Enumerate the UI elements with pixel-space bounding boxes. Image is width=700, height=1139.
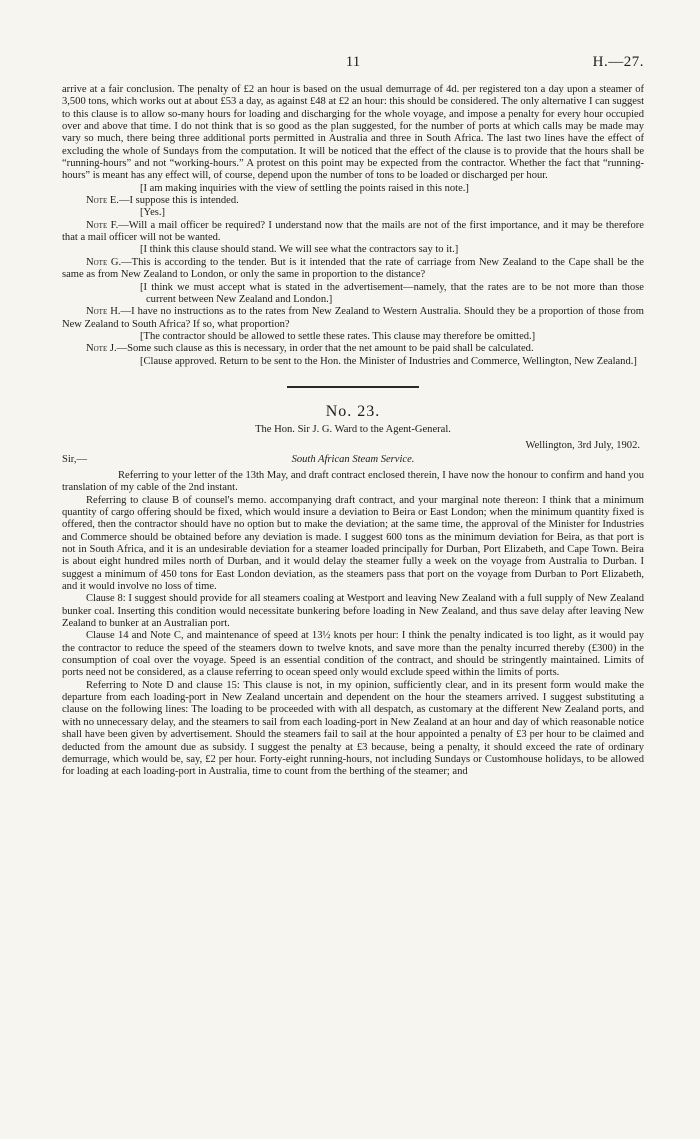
note-label: Note E.	[86, 195, 119, 207]
note-text: —I suppose this is intended.	[118, 195, 239, 207]
note-reply: [I am making inquiries with the view of settling the points raised in this note.]	[140, 182, 469, 194]
letter-paragraph: Clause 8: I suggest should provide for all steamers coaling at Westport and leaving New Zealand with a full supply of New Zealand bunker coal. Inserting this condition would necessitate bunkering before loading in New Zealand, and thus save delay after leaving New Zealand to bunker at an Australian port.	[62, 593, 644, 630]
note-reply: [Clause approved. Return to be sent to the Hon. the Minister of Industries and Commerce, Wellington, New Zealand.]	[140, 355, 637, 367]
letter-paragraph: Referring to Note D and clause 15: This clause is not, in my opinion, sufficiently clear, and in its present form would make the departure from each loading-port in New Zealand uncertain and dependent on the hour the steamers arrived. I suggest substituting a clause on the following lines: The loading to be proceeded with with all despatch, as customary at the different New Zealand ports, and with no unnecessary delay, and the steamers to sail from each loading-port in New Zealand at an hour and day of which reasonable notice shall have been given by advertisement. Should the steamers fail to sail at the hour appointed a penalty of £3 per hour to be claimed and deducted from the amount due as subsidy. I suggest the penalty at £3 because, being a penalty, it should exceed the rate of ordinary demurrage, which would be, say, £2 per hour. Forty-eight running-hours, not including Sundays or Customhouse holidays, to be allowed for loading at each loading-port in Australia, time to count from the berthing of the steamer; and	[62, 679, 644, 778]
salutation-line	[62, 454, 644, 468]
note-item	[62, 306, 644, 331]
note-item	[62, 343, 644, 355]
letter-paragraph: Referring to clause B of counsel's memo. accompanying draft contract, and your marginal note thereon: I think that a minimum quantity of cargo offering should be fixed, which would insure a deviation to Beira or East London; when the minimum quantity fixed is offered, then the contractor should have no option but to make the deviation; at the same time, the approval of the Minister for Industries and Commerce should be obtained before any deviation is made. I suggest 600 tons as the minimum deviation for Beira, as that port is not in South Africa, and it is an undesirable deviation for a steamer loaded principally for Durban, Port Elizabeth, and Cape Town. Beira is about eight hundred miles north of Durban, and it would delay the steamer fully a week on the voyage from Australia to Durban. I suggest a minimum of 450 tons for East London deviation, as the steamers pass that port on the voyage from Durban to Port Elizabeth, and it would involve no loss of time.	[62, 494, 644, 593]
note-item	[62, 195, 644, 207]
note-label: Note G.	[86, 256, 122, 268]
note-label: Note H.	[86, 306, 121, 318]
note-text: —Some such clause as this is necessary, in order that the net amount to be paid shall be calculated.	[116, 343, 534, 355]
continuation-paragraph: arrive at a fair conclusion. The penalty of £2 an hour is based on the usual demurrage of 4d. per registered ton a day upon a steamer of 3,500 tons, which works out at about £53 a day, as against £48 at £2 an hour: this should be considered. The only alternative I can suggest to this clause is to allow so-many hours for loading and discharging for the whole voyage, and impose a penalty for every hour occupied over and above that time. I do not think that is so good as the plan suggested, for the number of ports at which calls may be made may vary so much, there being three additional ports permitted in Australia and three in South Africa. The last two lines have the effect of excluding the whole of Sundays from the computation. It will be noticed that the effect of the clause is to provide that the hours shall be “running-hours” and not “working-hours.” A protest on this point may be expected from the contractor. Whether the fact that “running-hours” is meant has any effect will, of course, depend upon the number of tons to be loaded or discharged per hour.	[62, 84, 645, 182]
note-reply: [Yes.]	[140, 207, 166, 219]
letter-body	[62, 470, 644, 779]
letter-paragraph: Referring to your letter of the 13th May, and draft contract enclosed therein, I have now the honour to confirm and hand you translation of my cable of the 2nd instant.	[62, 469, 644, 494]
letter-paragraph: Clause 14 and Note C, and maintenance of speed at 13½ knots per hour: I think the penalty indicated is too light, as it would pay the contractor to reduce the speed of the steamers down to twelve knots, and save more than the penalty incurred thereby (£300) in the consumption of coal over the voyage. Speed is an essential condition of the contract, and should be stringently maintained. Limits of ports need not be considered, as a clause referring to ocean speed only would exclude speed within the limits of ports.	[62, 630, 644, 679]
page-header	[62, 54, 644, 74]
letter-from-to-text: The Hon. Sir J. G. Ward to the Agent-General.	[255, 424, 451, 436]
page-number: 11	[345, 54, 361, 70]
letter-dateline: Wellington, 3rd July, 1902.	[525, 439, 640, 451]
notes-section	[62, 183, 644, 368]
note-text: —I have no instructions as to the rates from New Zealand to Western Australia. Should they be a proportion of those from New Zealand to South Africa? If so, what proportion?	[62, 306, 644, 330]
note-text: —This is according to the tender. But is it intended that the rate of carriage from New Zealand to the Cape shall be the same as from New Zealand to London, or only the same in proportion to the distance?	[62, 256, 644, 281]
section-divider	[287, 386, 419, 388]
note-reply: [I think we must accept what is stated in the advertisement—namely, that the rates are to be not more than those current between New Zealand and London.]	[140, 281, 644, 305]
note-reply: [The contractor should be allowed to settle these rates. This clause may therefore be omitted.]	[140, 330, 536, 342]
note-item	[62, 220, 644, 245]
note-label: Note F.	[86, 219, 119, 231]
page-body	[62, 84, 644, 779]
salutation: Sir,—	[62, 453, 88, 465]
letter-subject: South African Steam Service.	[291, 453, 415, 465]
note-reply: [I think this clause should stand. We will see what the contractors say to it.]	[140, 244, 459, 256]
letter-from-to	[62, 424, 644, 436]
document-reference: H.—27.	[592, 54, 644, 70]
note-label: Note J.	[86, 343, 117, 355]
note-text: —Will a mail officer be required? I understand now that the mails are not of the first importance, and it may be therefore that a mail officer will not be wanted.	[62, 219, 644, 244]
note-item	[62, 257, 644, 282]
letter-number: No. 23.	[325, 402, 381, 420]
